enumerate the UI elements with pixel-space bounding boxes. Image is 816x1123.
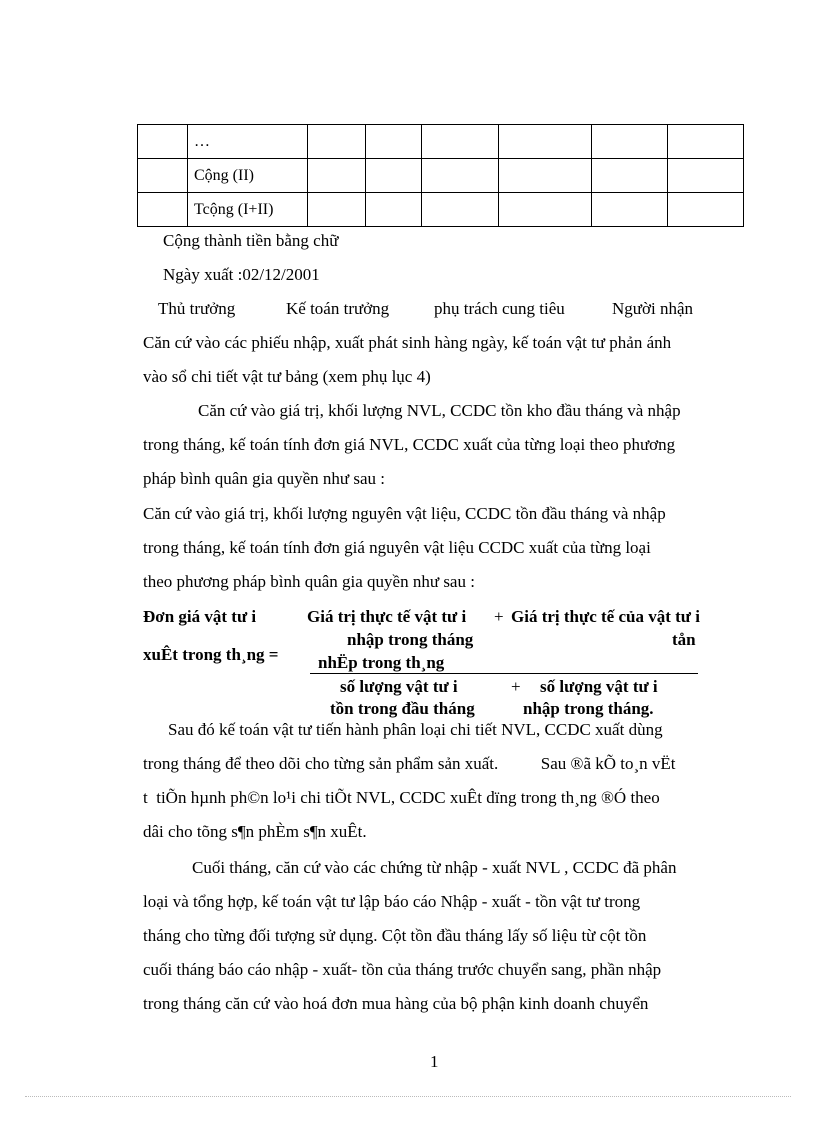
table-cell: [422, 193, 499, 227]
text-line: trong tháng để theo dõi cho từng sản phẩm sản xuất. Sau ®ã kÕ to¸n vËt: [143, 754, 676, 773]
text-line: pháp bình quân gia quyền như sau :: [143, 469, 385, 488]
text-line: Sau đó kế toán vật tư tiến hành phân loại chi tiết NVL, CCDC xuất dùng: [168, 720, 663, 739]
table-cell: [668, 125, 744, 159]
table-cell: [499, 125, 592, 159]
table-cell: [422, 159, 499, 193]
formula-numerator-overflow: nhËp trong th¸ng: [318, 653, 445, 672]
signature-chief-accountant: Kế toán trưởng: [286, 299, 390, 318]
text-line: Căn cứ vào các phiếu nhập, xuất phát sinh hàng ngày, kế toán vật tư phản ánh: [143, 333, 672, 352]
text-line: cuối tháng báo cáo nhập - xuất- tồn của tháng trước chuyển sang, phần nhập: [143, 960, 662, 979]
table-cell-label: Cộng (II): [188, 159, 308, 193]
text-line: trong tháng, kế toán tính đơn giá nguyên vật liệu CCDC xuất của từng loại: [143, 538, 651, 557]
formula-numerator-term1-line2: nhập trong tháng: [347, 630, 474, 649]
table-cell: [499, 193, 592, 227]
fraction-bar: [310, 673, 698, 674]
table-cell: [499, 159, 592, 193]
table-cell: [308, 125, 366, 159]
formula-denominator-term2: số lượng vật tư i: [540, 677, 658, 696]
paragraph-5: [143, 851, 730, 1021]
table-cell: [668, 159, 744, 193]
formula-lhs-line1: Đơn giá vật tư i: [143, 607, 257, 626]
table-cell: [308, 159, 366, 193]
paragraph-4: [143, 713, 730, 849]
table-cell: [138, 193, 188, 227]
text-line: trong tháng, kế toán tính đơn giá NVL, CCDC xuất của từng loại theo phương: [143, 435, 676, 454]
formula-numerator-term2: Giá trị thực tế của vật tư i: [511, 607, 700, 626]
material-issue-table: [137, 124, 744, 227]
text-line: tháng cho từng đối tượng sử dụng. Cột tồn đầu tháng lấy số liệu từ cột tồn: [143, 926, 647, 945]
table-cell: [592, 193, 668, 227]
page-footer-divider: [25, 1096, 791, 1097]
signature-supply-officer: phụ trách cung tiêu: [434, 299, 565, 318]
formula-lhs-line2: xuÊt trong th¸ng =: [143, 645, 279, 664]
table-cell: [308, 193, 366, 227]
text-line: Căn cứ vào giá trị, khối lượng nguyên vật liệu, CCDC tồn đầu tháng và nhập: [143, 504, 666, 523]
formula-denominator-plus: +: [511, 677, 521, 696]
signature-receiver: Người nhận: [612, 299, 693, 318]
issue-date: Ngày xuất :02/12/2001: [163, 265, 320, 284]
paragraph-1: [143, 326, 730, 394]
text-line: theo phương pháp bình quân gia quyền như sau :: [143, 572, 475, 591]
text-line: t tiÕn hµnh ph©n lo¹i chi tiÕt NVL, CCDC xuÊt dïng trong th¸ng ®Ó theo: [143, 788, 660, 807]
formula-numerator-term1: Giá trị thực tế vật tư i: [307, 607, 467, 626]
formula-denominator-term2-line2: nhập trong tháng.: [523, 699, 654, 718]
formula-denominator-term1: số lượng vật tư i: [340, 677, 458, 696]
paragraph-2: [143, 394, 730, 496]
table-cell: [366, 159, 422, 193]
table-cell: [366, 125, 422, 159]
paragraph-3: [143, 497, 730, 599]
table-cell: [138, 125, 188, 159]
table-cell: [366, 193, 422, 227]
text-line: loại và tổng hợp, kế toán vật tư lập báo cáo Nhập - xuất - tồn vật tư trong: [143, 892, 641, 911]
table-cell: [592, 159, 668, 193]
table-cell-label: Tcộng (I+II): [188, 193, 308, 227]
table-row: [138, 125, 744, 159]
signature-head: Thủ trưởng: [158, 299, 236, 318]
table-cell: [592, 125, 668, 159]
page-number: 1: [430, 1052, 439, 1071]
text-line: trong tháng căn cứ vào hoá đơn mua hàng của bộ phận kinh doanh chuyển: [143, 994, 649, 1013]
formula-numerator-term2-line2: tån: [672, 630, 696, 649]
formula-denominator-term1-line2: tồn trong đầu tháng: [330, 699, 475, 718]
text-line: Căn cứ vào giá trị, khối lượng NVL, CCDC tồn kho đầu tháng và nhập: [198, 401, 681, 420]
table-cell-label: …: [188, 125, 308, 159]
text-line: vào sổ chi tiết vật tư bảng (xem phụ lục 4): [143, 367, 431, 386]
table-cell: [668, 193, 744, 227]
total-in-words-label: Cộng thành tiền bằng chữ: [163, 231, 339, 250]
table-row: [138, 193, 744, 227]
table-row: [138, 159, 744, 193]
table-cell: [422, 125, 499, 159]
table-cell: [138, 159, 188, 193]
text-line: Cuối tháng, căn cứ vào các chứng từ nhập - xuất NVL , CCDC đã phân: [192, 858, 677, 877]
formula-numerator-plus: +: [494, 607, 504, 626]
text-line: dâi cho tõng s¶n phÈm s¶n xuÊt.: [143, 822, 367, 841]
